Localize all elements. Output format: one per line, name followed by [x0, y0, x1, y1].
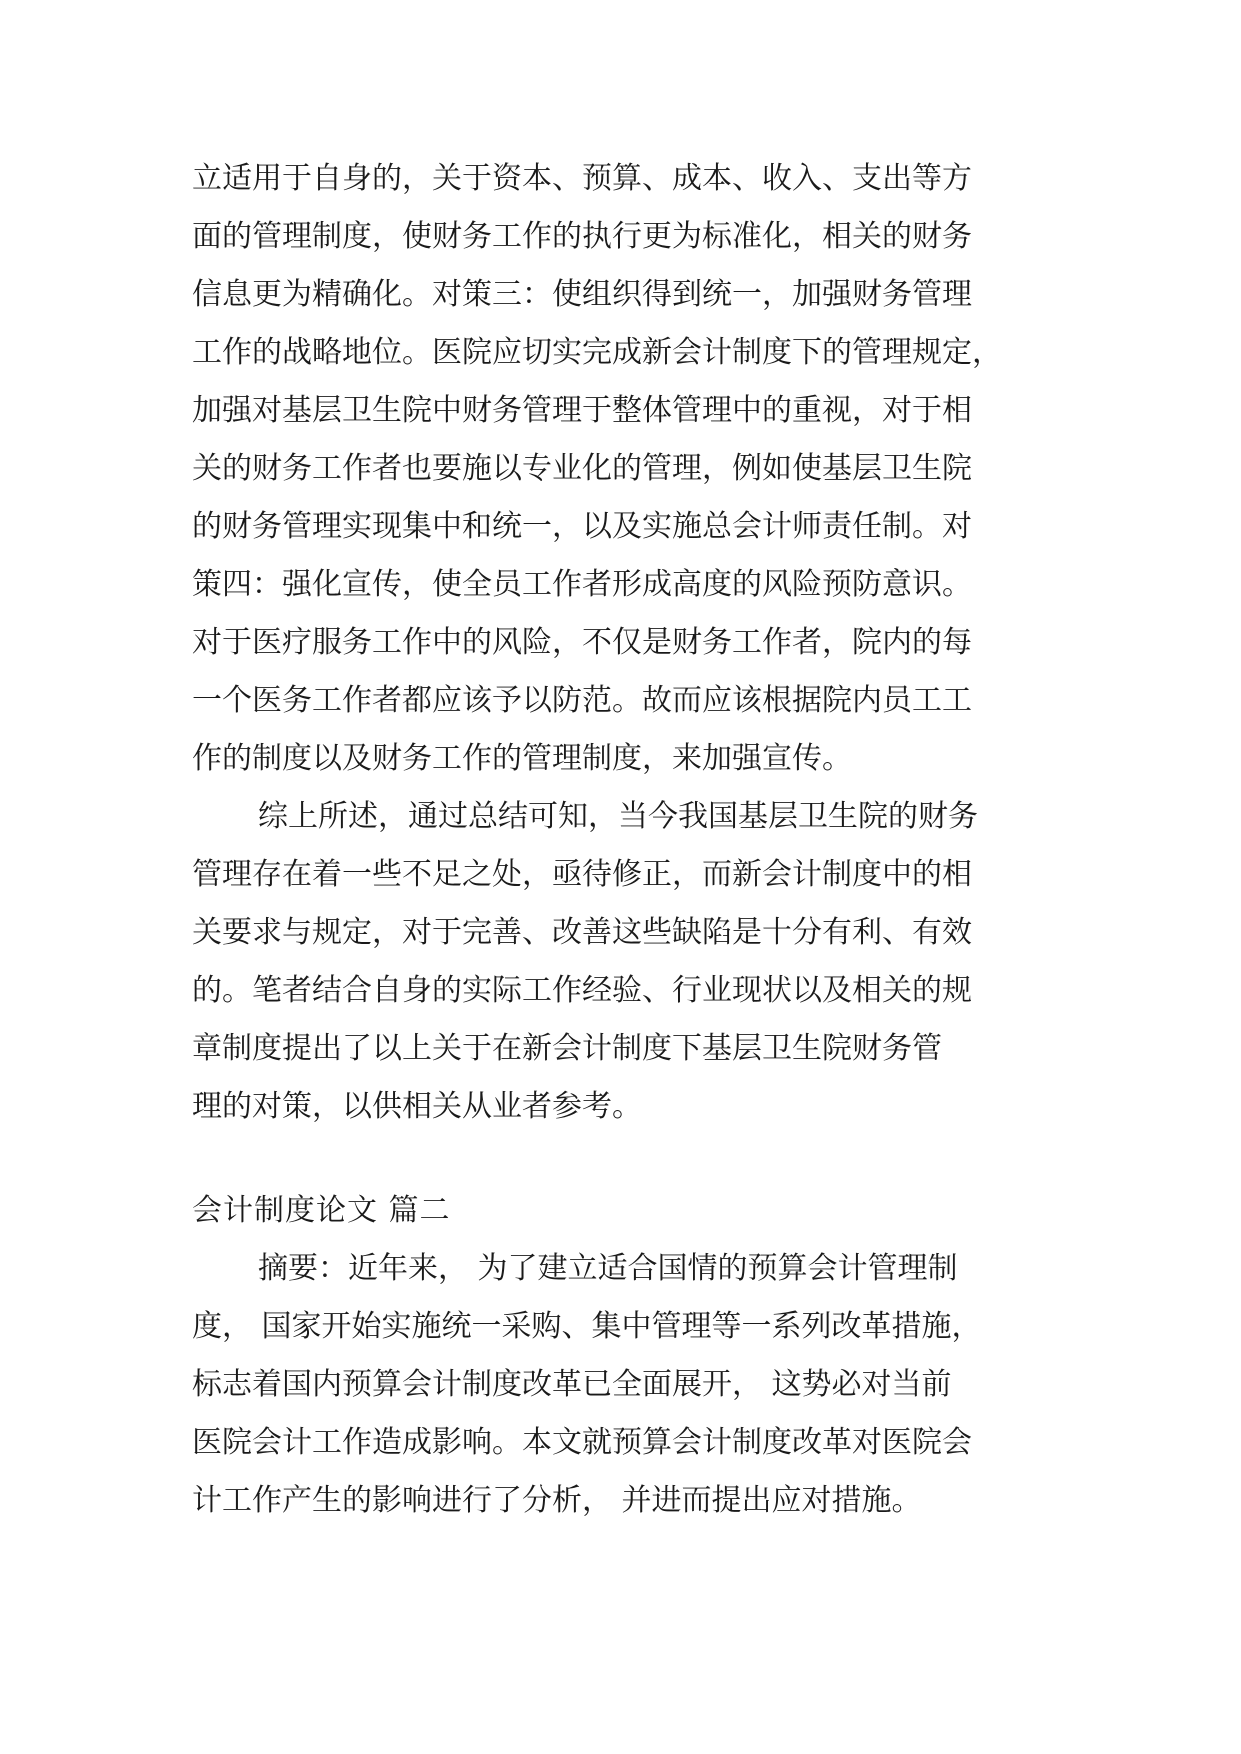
- text-line: 标志着国内预算会计制度改革已全面展开， 这势必对当前: [192, 1367, 952, 1402]
- text-line: 计工作产生的影响进行了分析， 并进而提出应对措施。: [192, 1483, 922, 1518]
- text-line: 信息更为精确化。对策三：使组织得到统一，加强财务管理: [192, 277, 972, 312]
- text-line: 综上所述，通过总结可知，当今我国基层卫生院的财务: [258, 799, 978, 834]
- text-line: 摘要：近年来， 为了建立适合国情的预算会计管理制: [258, 1251, 958, 1286]
- text-line: 加强对基层卫生院中财务管理于整体管理中的重视，对于相: [192, 393, 972, 428]
- text-line: 的。笔者结合自身的实际工作经验、行业现状以及相关的规: [192, 973, 972, 1008]
- text-line: 工作的战略地位。医院应切实完成新会计制度下的管理规定，: [192, 335, 1002, 370]
- text-line: 作的制度以及财务工作的管理制度，来加强宣传。: [192, 741, 852, 776]
- text-line: 立适用于自身的，关于资本、预算、成本、收入、支出等方: [192, 161, 972, 196]
- paragraph-2: [192, 788, 1072, 1136]
- text-line: 关的财务工作者也要施以专业化的管理，例如使基层卫生院: [192, 451, 972, 486]
- paragraph-1: [192, 150, 1072, 788]
- abstract-paragraph: [192, 1240, 1072, 1530]
- text-line: 策四：强化宣传，使全员工作者形成高度的风险预防意识。: [192, 567, 972, 602]
- document-body: [192, 150, 1072, 1530]
- text-line: 的财务管理实现集中和统一，以及实施总会计师责任制。对: [192, 509, 972, 544]
- text-line: 章制度提出了以上关于在新会计制度下基层卫生院财务管: [192, 1031, 942, 1066]
- text-line: 关要求与规定，对于完善、改善这些缺陷是十分有利、有效: [192, 915, 972, 950]
- text-line: 对于医疗服务工作中的风险，不仅是财务工作者，院内的每: [192, 625, 972, 660]
- text-line: 一个医务工作者都应该予以防范。故而应该根据院内员工工: [192, 683, 972, 718]
- text-line: 管理存在着一些不足之处，亟待修正，而新会计制度中的相: [192, 857, 972, 892]
- text-line: 理的对策，以供相关从业者参考。: [192, 1089, 642, 1124]
- section-heading: 会计制度论文 篇二: [192, 1193, 451, 1228]
- text-line: 度， 国家开始实施统一采购、集中管理等一系列改革措施，: [192, 1309, 982, 1344]
- text-line: 医院会计工作造成影响。本文就预算会计制度改革对医院会: [192, 1425, 972, 1460]
- text-line: 面的管理制度，使财务工作的执行更为标准化，相关的财务: [192, 219, 972, 254]
